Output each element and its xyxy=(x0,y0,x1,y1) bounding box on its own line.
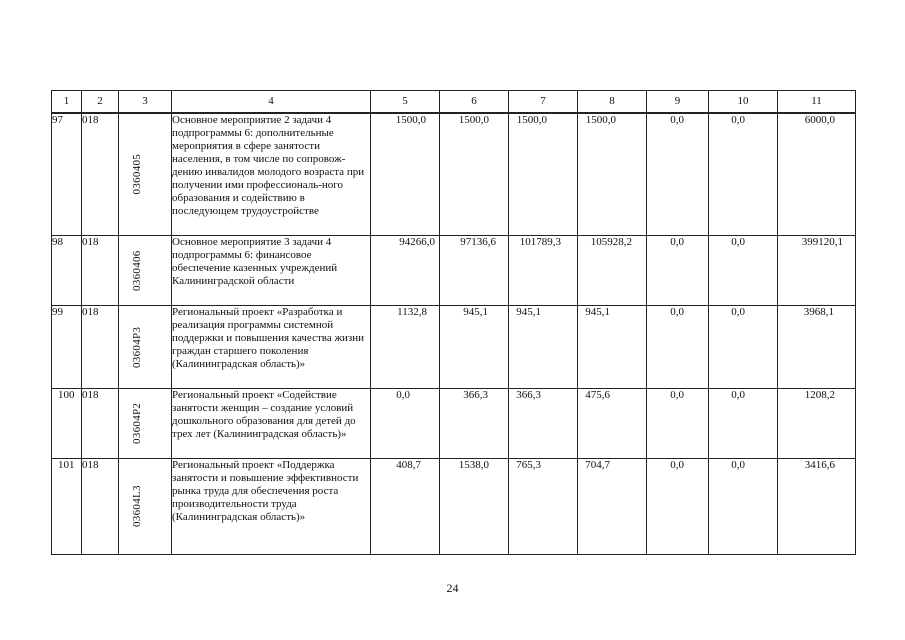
value-text: 765,3 xyxy=(516,458,541,471)
value-text: 0,0 xyxy=(670,388,684,401)
row-number: 100 xyxy=(52,388,82,458)
value-col-8 xyxy=(578,305,647,388)
value-text: 6000,0 xyxy=(804,114,835,126)
value-col-7 xyxy=(509,458,578,554)
value-col-6 xyxy=(440,458,509,554)
value-col-5 xyxy=(371,235,440,305)
value-col-5 xyxy=(371,305,440,388)
value-col-10 xyxy=(709,305,778,388)
column-header: 6 xyxy=(440,91,509,114)
column-header: 10 xyxy=(709,91,778,114)
value-text: 0,0 xyxy=(670,114,684,126)
activity-description: Основное мероприятие 2 задачи 4 подпрограммы 6: дополнительные мероприятия в сфере занятости населения, в том числе по сопровож-дению инвалидов молодого возраста при получении ими профессиональ-ного образования и содействию в последующем трудоустройстве xyxy=(172,113,371,235)
row-number: 99 xyxy=(52,305,82,388)
table-header-row xyxy=(52,91,856,114)
value-col-11 xyxy=(778,388,856,458)
column-header: 9 xyxy=(647,91,709,114)
value-col-10 xyxy=(709,388,778,458)
column-header: 7 xyxy=(509,91,578,114)
program-code: 03604L3 xyxy=(131,485,143,527)
ministry-code: 018 xyxy=(82,305,119,388)
table-row xyxy=(52,458,856,554)
value-text: 1500,0 xyxy=(585,114,616,126)
row-number: 98 xyxy=(52,235,82,305)
ministry-code: 018 xyxy=(82,113,119,235)
value-col-8 xyxy=(578,458,647,554)
value-text: 3416,6 xyxy=(804,458,835,471)
value-col-8 xyxy=(578,388,647,458)
activity-description: Региональный проект «Разработка и реализация программы системной поддержки и повышения качества жизни граждан старшего поколения (Калининградская область)» xyxy=(172,305,371,388)
value-col-7 xyxy=(509,113,578,235)
value-text: 945,1 xyxy=(585,305,610,318)
value-col-7 xyxy=(509,305,578,388)
value-col-10 xyxy=(709,458,778,554)
activity-description: Региональный проект «Поддержка занятости и повышение эффективности рынка труда для обеспечения роста производительности труда (Калининградская область)» xyxy=(172,458,371,554)
column-header: 5 xyxy=(371,91,440,114)
value-text: 97136,6 xyxy=(460,235,496,248)
value-col-10 xyxy=(709,235,778,305)
program-code: 03604P2 xyxy=(131,402,143,444)
value-text: 0,0 xyxy=(731,388,745,401)
activity-description: Региональный проект «Содействие занятости женщин – создание условий дошкольного образования для детей до трех лет (Калининградская область)» xyxy=(172,388,371,458)
ministry-code: 018 xyxy=(82,388,119,458)
page-number: 24 xyxy=(446,581,459,595)
program-code-cell xyxy=(119,305,172,388)
value-col-11 xyxy=(778,235,856,305)
value-col-11 xyxy=(778,305,856,388)
value-text: 945,1 xyxy=(516,305,541,318)
column-header: 11 xyxy=(778,91,856,114)
value-col-7 xyxy=(509,388,578,458)
value-text: 0,0 xyxy=(731,235,745,248)
value-col-9 xyxy=(647,458,709,554)
value-col-6 xyxy=(440,305,509,388)
value-col-8 xyxy=(578,235,647,305)
value-text: 408,7 xyxy=(396,458,421,471)
value-text: 475,6 xyxy=(585,388,610,401)
value-text: 3968,1 xyxy=(803,305,834,318)
value-text: 366,3 xyxy=(463,388,488,401)
column-header: 2 xyxy=(82,91,119,114)
value-col-8 xyxy=(578,113,647,235)
column-header: 1 xyxy=(52,91,82,114)
value-col-5 xyxy=(371,458,440,554)
column-header: 8 xyxy=(578,91,647,114)
value-col-9 xyxy=(647,388,709,458)
value-col-6 xyxy=(440,388,509,458)
value-text: 105928,2 xyxy=(590,235,632,248)
value-text: 1500,0 xyxy=(458,114,489,126)
value-text: 704,7 xyxy=(585,458,610,471)
value-text: 945,1 xyxy=(463,305,488,318)
value-col-11 xyxy=(778,458,856,554)
value-col-5 xyxy=(371,388,440,458)
row-number: 97 xyxy=(52,113,82,235)
program-code-cell xyxy=(119,458,172,554)
program-code: 0360406 xyxy=(131,249,143,291)
table-row xyxy=(52,305,856,388)
value-text: 0,0 xyxy=(670,305,684,318)
ministry-code: 018 xyxy=(82,235,119,305)
column-header: 3 xyxy=(119,91,172,114)
value-text: 0,0 xyxy=(396,388,410,401)
value-text: 0,0 xyxy=(670,235,684,248)
value-text: 94266,0 xyxy=(399,235,435,248)
ministry-code: 018 xyxy=(82,458,119,554)
activity-description: Основное мероприятие 3 задачи 4 подпрограммы 6: финансовое обеспечение казенных учреждений Калининградской области xyxy=(172,235,371,305)
value-text: 1500,0 xyxy=(395,114,426,126)
value-text: 1500,0 xyxy=(516,114,547,126)
value-text: 399120,1 xyxy=(801,235,843,248)
budget-table xyxy=(51,90,856,555)
value-text: 1538,0 xyxy=(458,458,489,471)
value-col-9 xyxy=(647,305,709,388)
value-col-11 xyxy=(778,113,856,235)
value-col-10 xyxy=(709,113,778,235)
program-code: 0360405 xyxy=(131,153,143,195)
table-row xyxy=(52,388,856,458)
value-text: 0,0 xyxy=(731,305,745,318)
program-code-cell xyxy=(119,113,172,235)
value-text: 0,0 xyxy=(670,458,684,471)
program-code-cell xyxy=(119,388,172,458)
table-row xyxy=(52,235,856,305)
value-col-6 xyxy=(440,235,509,305)
table-row xyxy=(52,113,856,235)
value-text: 0,0 xyxy=(731,458,745,471)
value-col-5 xyxy=(371,113,440,235)
value-col-9 xyxy=(647,113,709,235)
value-col-9 xyxy=(647,235,709,305)
row-number: 101 xyxy=(52,458,82,554)
value-col-6 xyxy=(440,113,509,235)
program-code: 03604P3 xyxy=(131,325,143,368)
value-text: 1208,2 xyxy=(804,388,835,401)
value-text: 1132,8 xyxy=(397,305,427,318)
value-col-7 xyxy=(509,235,578,305)
value-text: 0,0 xyxy=(731,114,745,126)
value-text: 101789,3 xyxy=(519,235,561,248)
value-text: 366,3 xyxy=(516,388,541,401)
program-code-cell xyxy=(119,235,172,305)
column-header: 4 xyxy=(172,91,371,114)
